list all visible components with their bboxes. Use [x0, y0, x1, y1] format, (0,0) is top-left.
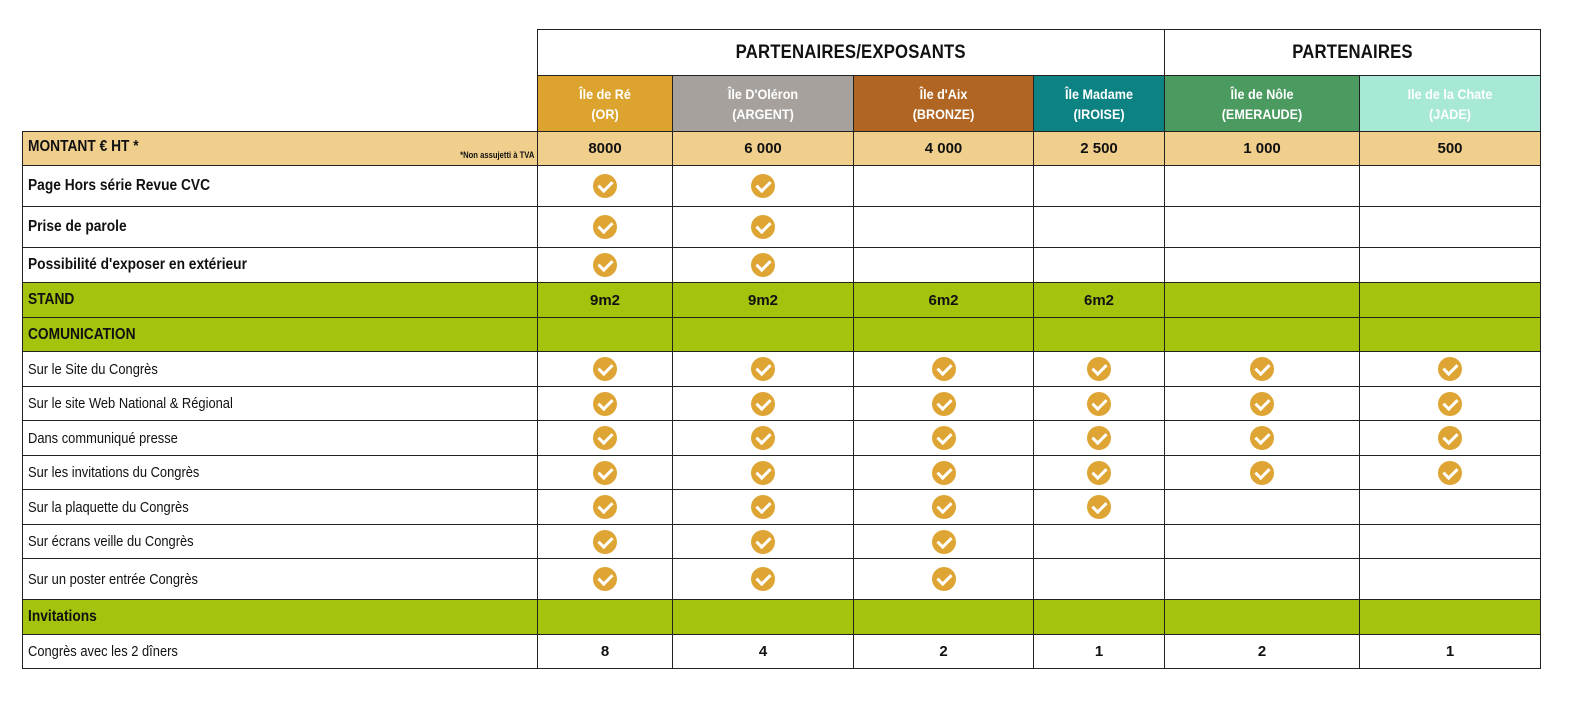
check-cell — [1360, 352, 1541, 387]
tier-name: Ile de la Chate — [1407, 85, 1493, 102]
check-cell — [854, 525, 1034, 559]
check-cell — [854, 559, 1034, 600]
check-cell — [673, 248, 854, 283]
empty-cell — [1360, 207, 1541, 248]
check-cell — [673, 525, 854, 559]
row-label: Possibilité d'exposer en extérieur — [28, 256, 247, 273]
tier-name: Île Madame — [1065, 85, 1133, 102]
check-circle-icon — [1087, 426, 1111, 450]
section-empty-cell — [854, 600, 1034, 635]
check-circle-icon — [751, 426, 775, 450]
congres-value — [673, 635, 854, 669]
stand-value — [854, 283, 1034, 318]
row-label-cell — [23, 352, 538, 387]
section-empty-cell — [1034, 318, 1165, 352]
congres-value-text: 1 — [1094, 643, 1104, 660]
tier-level: (ARGENT) — [732, 105, 794, 122]
row-label: Sur les invitations du Congrès — [28, 464, 200, 481]
check-circle-icon — [593, 461, 617, 485]
check-circle-icon — [1250, 392, 1274, 416]
check-cell — [673, 387, 854, 421]
check-cell — [1165, 352, 1360, 387]
feature-row — [23, 525, 1541, 559]
check-cell — [854, 421, 1034, 456]
row-label-cell — [23, 283, 538, 318]
row-label-cell — [23, 490, 538, 525]
check-circle-icon — [1087, 357, 1111, 381]
congres-value-text: 1 — [1445, 643, 1455, 660]
check-circle-icon — [1438, 357, 1462, 381]
row-label: Page Hors série Revue CVC — [28, 177, 211, 194]
check-circle-icon — [593, 426, 617, 450]
check-cell — [538, 421, 673, 456]
check-circle-icon — [1087, 461, 1111, 485]
check-circle-icon — [593, 567, 617, 591]
row-label-cell — [23, 166, 538, 207]
tier-level: (EMERAUDE) — [1221, 105, 1303, 122]
check-circle-icon — [932, 426, 956, 450]
empty-cell — [1360, 490, 1541, 525]
check-cell — [673, 207, 854, 248]
congres-value-text: 8 — [600, 643, 610, 660]
check-cell — [1165, 421, 1360, 456]
tier-name: Île D'Oléron — [727, 85, 799, 102]
row-label-cell — [23, 318, 538, 352]
group-header-row — [23, 30, 1541, 76]
stand-value-text: 9m2 — [589, 291, 621, 309]
check-cell — [1360, 421, 1541, 456]
row-label: STAND — [28, 291, 75, 308]
check-cell — [673, 490, 854, 525]
section-empty-cell — [1034, 600, 1165, 635]
montant-value-text: 4 000 — [924, 140, 963, 157]
check-circle-icon — [593, 174, 617, 198]
row-label: COMUNICATION — [28, 325, 136, 343]
row-label-cell — [23, 559, 538, 600]
check-circle-icon — [932, 357, 956, 381]
stand-value — [1034, 283, 1165, 318]
check-cell — [1034, 387, 1165, 421]
check-cell — [1360, 456, 1541, 490]
check-circle-icon — [593, 215, 617, 239]
montant-value — [1165, 132, 1360, 166]
check-circle-icon — [1250, 357, 1274, 381]
empty-cell — [1360, 166, 1541, 207]
check-cell — [1034, 421, 1165, 456]
communication-section-row — [23, 318, 1541, 352]
row-label-cell — [23, 207, 538, 248]
row-label: Congrès avec les 2 dîners — [28, 643, 178, 660]
montant-value — [1360, 132, 1541, 166]
check-circle-icon — [1438, 461, 1462, 485]
row-label: Sur le Site du Congrès — [28, 360, 158, 378]
congres-value — [538, 635, 673, 669]
section-empty-cell — [673, 318, 854, 352]
group-exposants-label: PARTENAIRES/EXPOSANTS — [735, 41, 967, 63]
montant-value — [538, 132, 673, 166]
check-cell — [538, 248, 673, 283]
stand-value — [538, 283, 673, 318]
check-cell — [1165, 387, 1360, 421]
montant-value — [1034, 132, 1165, 166]
check-circle-icon — [751, 253, 775, 277]
group-partenaires-label: PARTENAIRES — [1292, 41, 1413, 63]
stand-value-text: 6m2 — [1083, 291, 1115, 309]
check-circle-icon — [1250, 426, 1274, 450]
congres-value — [1034, 635, 1165, 669]
empty-cell — [1034, 559, 1165, 600]
check-circle-icon — [932, 530, 956, 554]
row-label: Sur la plaquette du Congrès — [28, 498, 189, 516]
feature-row — [23, 166, 1541, 207]
check-cell — [1034, 352, 1165, 387]
row-label: Prise de parole — [28, 218, 127, 235]
check-cell — [1034, 456, 1165, 490]
invitations-section-row — [23, 600, 1541, 635]
row-label-cell — [23, 387, 538, 421]
congres-value — [854, 635, 1034, 669]
stand-value — [1360, 283, 1541, 318]
row-label: Dans communiqué presse — [28, 429, 178, 447]
check-cell — [538, 352, 673, 387]
check-cell — [1034, 490, 1165, 525]
montant-label: MONTANT € HT * — [28, 137, 139, 155]
empty-cell — [1034, 207, 1165, 248]
check-cell — [538, 456, 673, 490]
check-circle-icon — [932, 392, 956, 416]
congres-value-text: 2 — [939, 643, 948, 660]
montant-value-text: 500 — [1437, 140, 1463, 157]
empty-corner-2 — [23, 76, 538, 132]
check-circle-icon — [1087, 495, 1111, 519]
check-circle-icon — [1438, 392, 1462, 416]
feature-row — [23, 421, 1541, 456]
check-circle-icon — [751, 495, 775, 519]
check-cell — [854, 490, 1034, 525]
check-circle-icon — [751, 461, 775, 485]
empty-cell — [854, 207, 1034, 248]
check-cell — [854, 352, 1034, 387]
check-cell — [538, 207, 673, 248]
row-label: Sur un poster entrée Congrès — [28, 570, 198, 588]
montant-row — [23, 132, 1541, 166]
check-circle-icon — [751, 215, 775, 239]
tier-level: (OR) — [591, 105, 619, 122]
empty-corner — [23, 30, 538, 76]
tier-name: Île de Ré — [579, 85, 631, 102]
congres-value — [1165, 635, 1360, 669]
empty-cell — [1360, 525, 1541, 559]
check-cell — [1165, 456, 1360, 490]
row-label-cell — [23, 600, 538, 635]
tier-header-0 — [538, 76, 673, 132]
check-cell — [538, 559, 673, 600]
check-cell — [538, 490, 673, 525]
tier-header-1 — [673, 76, 854, 132]
montant-value-text: 1 000 — [1243, 140, 1281, 157]
empty-cell — [1360, 248, 1541, 283]
check-cell — [673, 421, 854, 456]
empty-cell — [1034, 166, 1165, 207]
check-cell — [538, 166, 673, 207]
row-label-cell — [23, 456, 538, 490]
empty-cell — [1034, 525, 1165, 559]
check-circle-icon — [932, 567, 956, 591]
check-circle-icon — [932, 461, 956, 485]
tva-note: *Non assujetti à TVA — [459, 149, 534, 160]
row-label: Invitations — [28, 608, 97, 625]
check-circle-icon — [593, 495, 617, 519]
empty-cell — [1165, 490, 1360, 525]
feature-row — [23, 456, 1541, 490]
section-empty-cell — [854, 318, 1034, 352]
section-empty-cell — [538, 600, 673, 635]
montant-value — [854, 132, 1034, 166]
row-label: Sur le site Web National & Régional — [28, 395, 233, 412]
congres-value-text: 4 — [758, 643, 768, 660]
check-circle-icon — [1250, 461, 1274, 485]
montant-value-text: 6 000 — [744, 140, 782, 157]
check-cell — [673, 456, 854, 490]
row-label: Sur écrans veille du Congrès — [28, 533, 194, 550]
montant-label-cell — [23, 132, 538, 166]
check-circle-icon — [1438, 426, 1462, 450]
check-cell — [538, 387, 673, 421]
row-label-cell — [23, 421, 538, 456]
empty-cell — [1360, 559, 1541, 600]
check-cell — [673, 166, 854, 207]
tier-name: Île d'Aix — [919, 85, 968, 102]
check-circle-icon — [751, 174, 775, 198]
montant-value-text: 8000 — [588, 140, 622, 157]
row-label-cell — [23, 525, 538, 559]
check-circle-icon — [593, 253, 617, 277]
empty-cell — [854, 166, 1034, 207]
tier-level: (JADE) — [1429, 105, 1472, 122]
stand-row — [23, 283, 1541, 318]
tier-level: (BRONZE) — [912, 105, 975, 122]
check-circle-icon — [932, 495, 956, 519]
tier-level: (IROISE) — [1073, 105, 1125, 122]
montant-value-text: 2 500 — [1080, 140, 1118, 157]
section-empty-cell — [1360, 600, 1541, 635]
empty-cell — [854, 248, 1034, 283]
tier-header-3 — [1034, 76, 1165, 132]
congres-row — [23, 635, 1541, 669]
check-circle-icon — [751, 357, 775, 381]
feature-row — [23, 387, 1541, 421]
montant-value — [673, 132, 854, 166]
check-cell — [538, 525, 673, 559]
check-cell — [854, 456, 1034, 490]
row-label-cell — [23, 635, 538, 669]
tier-name: Île de Nôle — [1230, 85, 1294, 102]
feature-row — [23, 207, 1541, 248]
section-empty-cell — [673, 600, 854, 635]
empty-cell — [1034, 248, 1165, 283]
empty-cell — [1165, 207, 1360, 248]
congres-value-text: 2 — [1257, 643, 1267, 660]
stand-value-text: 6m2 — [928, 291, 959, 309]
check-cell — [673, 352, 854, 387]
feature-row — [23, 559, 1541, 600]
feature-row — [23, 490, 1541, 525]
sponsorship-table — [22, 29, 1541, 669]
row-label-cell — [23, 248, 538, 283]
section-empty-cell — [538, 318, 673, 352]
feature-row — [23, 352, 1541, 387]
tier-header-4 — [1165, 76, 1360, 132]
congres-value — [1360, 635, 1541, 669]
check-cell — [1360, 387, 1541, 421]
empty-cell — [1165, 248, 1360, 283]
feature-row — [23, 248, 1541, 283]
empty-cell — [1165, 166, 1360, 207]
check-cell — [854, 387, 1034, 421]
check-circle-icon — [751, 530, 775, 554]
check-circle-icon — [593, 357, 617, 381]
group-partenaires-header — [1165, 30, 1541, 76]
empty-cell — [1165, 525, 1360, 559]
section-empty-cell — [1360, 318, 1541, 352]
check-circle-icon — [593, 530, 617, 554]
stand-value-text: 9m2 — [747, 291, 779, 309]
check-circle-icon — [593, 392, 617, 416]
section-empty-cell — [1165, 318, 1360, 352]
check-circle-icon — [1087, 392, 1111, 416]
check-cell — [673, 559, 854, 600]
tier-header-5 — [1360, 76, 1541, 132]
stand-value — [1165, 283, 1360, 318]
check-circle-icon — [751, 392, 775, 416]
tier-header-2 — [854, 76, 1034, 132]
check-circle-icon — [751, 567, 775, 591]
section-empty-cell — [1165, 600, 1360, 635]
stand-value — [673, 283, 854, 318]
tier-header-row — [23, 76, 1541, 132]
group-exposants-header — [538, 30, 1165, 76]
empty-cell — [1165, 559, 1360, 600]
